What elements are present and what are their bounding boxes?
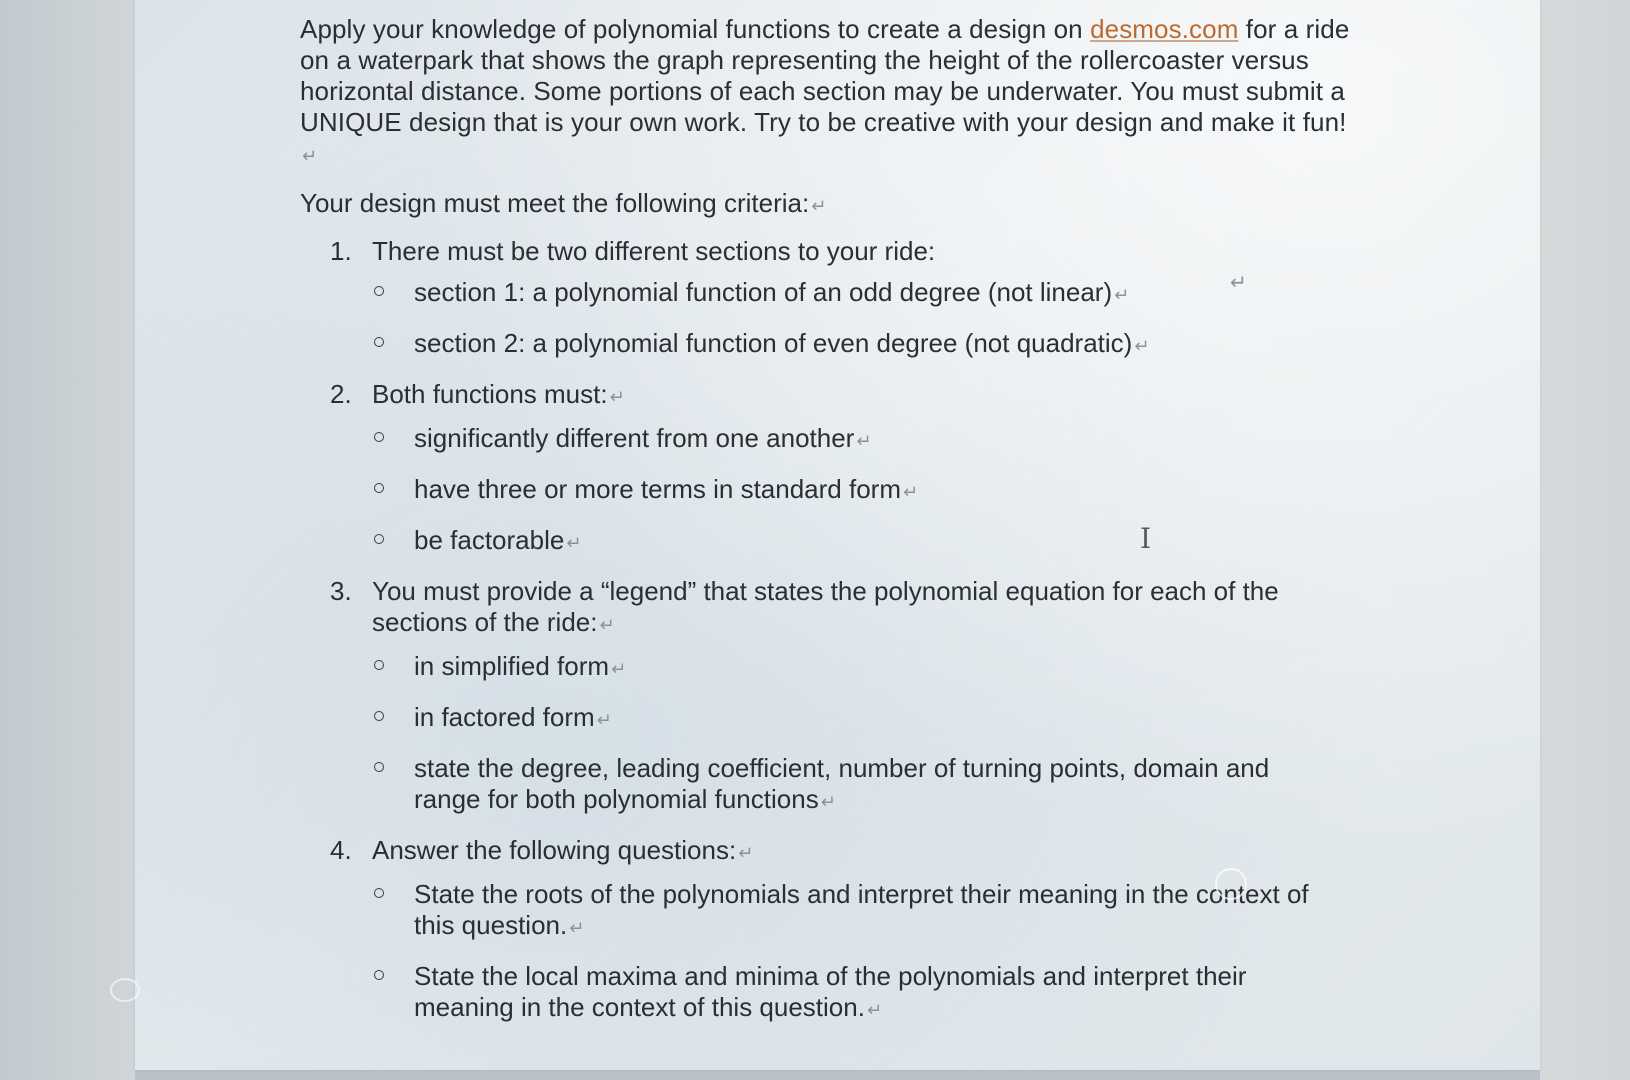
desmos-link[interactable]: desmos.com [1090, 14, 1239, 44]
sub-item-text: significantly different from one another [414, 423, 855, 453]
list-number: 2. [330, 379, 352, 409]
paragraph-mark-icon: ↵ [302, 146, 318, 166]
paragraph-mark-icon: ↵ [566, 533, 582, 553]
list-number: 1. [330, 236, 352, 266]
hollow-bullet-icon [374, 660, 384, 670]
sub-item [372, 753, 1274, 818]
paragraph-mark-icon: ↵ [609, 387, 625, 407]
sub-item-text: be factorable [414, 525, 565, 555]
criteria-list [300, 236, 1360, 1026]
text-cursor-icon: I [1140, 522, 1152, 555]
paragraph-mark-icon: ↵ [866, 1000, 883, 1020]
list-item-label: Answer the following questions: [372, 835, 737, 865]
document-page[interactable] [135, 0, 1540, 1070]
list-item-text [372, 236, 1360, 267]
list-item [300, 835, 1360, 1026]
list-item-text [372, 576, 1302, 641]
hollow-bullet-icon [374, 534, 384, 544]
hollow-bullet-icon [374, 711, 384, 721]
paragraph-mark-icon: ↵ [1134, 336, 1150, 356]
paragraph-mark-icon: ↵ [738, 843, 754, 863]
sub-item-text: State the roots of the polynomials and interpret their meaning in the context of this question. [414, 879, 1309, 940]
hollow-bullet-icon [374, 888, 384, 898]
monitor-bezel-right [1540, 0, 1630, 1080]
paragraph-mark-icon: ↵ [1230, 272, 1247, 294]
sub-item [372, 277, 1360, 311]
list-item [300, 576, 1360, 818]
sub-item-text: state the degree, leading coefficient, number of turning points, domain and range for both polynomial functions [414, 753, 1270, 814]
paragraph-mark-icon: ↵ [820, 792, 836, 812]
sub-item-text: have three or more terms in standard form [414, 474, 901, 504]
intro-text-start: Apply your knowledge of polynomial functions to create a design on [300, 14, 1091, 44]
sub-item-text: section 1: a polynomial function of an odd degree (not linear) [414, 277, 1113, 307]
paragraph-mark-icon: ↵ [599, 615, 615, 635]
paragraph-mark-icon: ↵ [1114, 285, 1130, 305]
paragraph-mark-icon: ↵ [569, 918, 585, 938]
sub-item-text: State the local maxima and minima of the polynomials and interpret their meaning in the context of this question. [414, 961, 1247, 1022]
screen-smudge [110, 978, 140, 1002]
sub-item [372, 651, 1360, 685]
sub-item-text: in factored form [414, 702, 595, 732]
hollow-bullet-icon [374, 762, 384, 772]
sub-item [372, 328, 1360, 362]
paragraph-mark-icon: ↵ [856, 431, 872, 451]
list-item-text [372, 379, 1360, 413]
paragraph-mark-icon: ↵ [811, 196, 827, 216]
intro-text-end: for a ride on a waterpark that shows the graph representing the height of the rollercoaster versus horizontal distance. Some portions of each section may be underwater. You must submit a UNIQUE design that is your own work. Try to be creative with your design and make it fun! [300, 14, 1350, 137]
hollow-bullet-icon [374, 970, 384, 980]
list-item-label: There must be two different sections to your ride: [372, 236, 936, 266]
intro-paragraph [300, 14, 1360, 172]
list-item [300, 236, 1360, 362]
hollow-bullet-icon [374, 286, 384, 296]
sub-item [372, 961, 1274, 1026]
sub-item [372, 525, 1360, 559]
list-number: 4. [330, 835, 352, 865]
list-item-label: You must provide a “legend” that states the polynomial equation for each of the sections of the ride: [372, 576, 1279, 637]
list-item [300, 379, 1360, 559]
criteria-heading [300, 188, 1360, 222]
list-item-text [372, 835, 1360, 869]
sub-item [372, 474, 1360, 508]
hollow-bullet-icon [374, 483, 384, 493]
paragraph-mark-icon: ↵ [902, 482, 919, 502]
paragraph-mark-icon: ↵ [611, 659, 627, 679]
list-item-label: Both functions must: [372, 379, 608, 409]
hollow-bullet-icon [374, 337, 384, 347]
monitor-bezel-left [0, 0, 135, 1080]
document-body[interactable] [300, 14, 1360, 1043]
sub-item-text: in simplified form [414, 651, 610, 681]
sub-item [372, 879, 1314, 944]
sub-item [372, 423, 1360, 457]
criteria-heading-text: Your design must meet the following criteria: [300, 188, 810, 218]
sub-item [372, 702, 1360, 736]
paragraph-mark-icon: ↵ [596, 710, 612, 730]
sub-item-text: section 2: a polynomial function of even degree (not quadratic) [414, 328, 1133, 358]
list-number: 3. [330, 576, 352, 606]
screen-smudge [1215, 868, 1247, 900]
hollow-bullet-icon [374, 432, 384, 442]
